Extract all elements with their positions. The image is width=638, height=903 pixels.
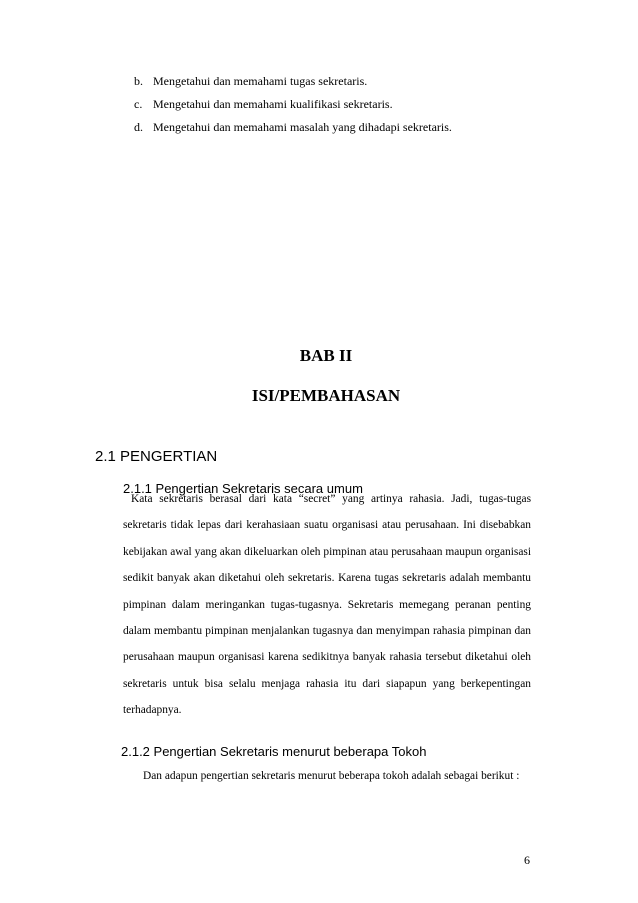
paragraph-experts-intro: Dan adapun pengertian sekretaris menurut beberapa tokoh adalah sebagai berikut : (143, 770, 520, 782)
chapter-title: ISI/PEMBAHASAN (251, 386, 401, 405)
subsection-title-experts: 2.1.2 Pengertian Sekretaris menurut beberapa Tokoh (121, 744, 427, 759)
page-number: 6 (524, 853, 530, 867)
list-marker: b. (134, 74, 143, 88)
list-item-text: Mengetahui dan memahami kualifikasi sekretaris. (153, 97, 393, 111)
list-item-text: Mengetahui dan memahami tugas sekretaris. (153, 74, 368, 88)
list-item (134, 70, 452, 93)
section-title: 2.1 PENGERTIAN (95, 448, 218, 465)
chapter-number: BAB II (299, 346, 353, 365)
objectives-list (134, 70, 452, 139)
list-item (134, 93, 452, 116)
list-item-text: Mengetahui dan memahami masalah yang dihadapi sekretaris. (153, 120, 452, 134)
list-item (134, 116, 452, 139)
list-marker: d. (134, 120, 143, 134)
list-marker: c. (134, 97, 143, 111)
subsection-title-general: 2.1.1 Pengertian Sekretaris secara umum (123, 481, 363, 496)
paragraph-general-definition: Kata sekretaris berasal dari kata “secret” yang artinya rahasia. Jadi, tugas-tugas sekretaris tidak lepas dari kerahasiaan suatu organisasi atau perusahaan. Ini disebabkan kebijakan awal yang akan dikeluarkan oleh pimpinan atau perusahaan maupun organisasi sedikit banyak akan diketahui oleh sekretaris. Karena tugas sekretaris adalah membantu pimpinan dalam meringankan tugas-tugasnya. Sekretaris memegang peranan penting dalam membantu pimpinan menjalankan tugasnya dan menyimpan rahasia pimpinan dan perusahaan maupun organisasi karena sedikitnya banyak rahasia tersebut diketahui oleh sekretaris untuk bisa selalu menjaga rahasia itu dari siapapun yang berkepentingan terhadapnya. (123, 493, 531, 717)
